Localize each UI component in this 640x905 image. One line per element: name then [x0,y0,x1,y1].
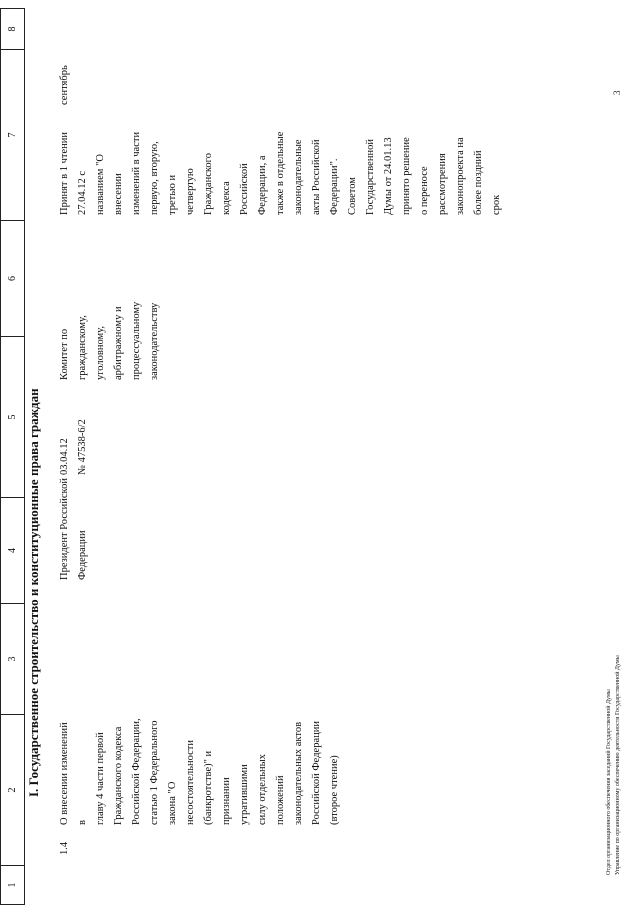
header-cell-2: 2 [1,715,25,866]
header-cell-1: 1 [1,866,25,905]
footer-department: Отдел организационного обеспечения заседаний Государственной Думы [606,689,612,875]
header-cell-3: 3 [1,604,25,715]
header-cell-7: 7 [1,50,25,221]
row-number: 1.4 [59,841,70,855]
table-header-row [0,8,25,905]
header-cell-5: 5 [1,337,25,498]
footer-directorate: Управление по организационному обеспечению деятельности Государственной Думы [615,655,621,875]
bill-status: Принят в 1 чтении 27.04.12 с названием "О внесении изменений в части первую, вторую, третью и четвертую Гражданского кодекса Российской Федерации, а также в отдельные законодательные акты Российской Федерации". Советом Государственной Думы от 24.01.13 принято решение о переносе рассмотрения законопроекта на более поздний срок [59,131,502,215]
section-title: I. Государственное строительство и конституционные права граждан [26,388,41,797]
responsible-committee: Комитет по гражданскому, уголовному, арбитражному и процессуальному законодательству [59,301,160,380]
date-and-number: 03.04.12 № 47538-6/2 [59,419,88,475]
page-number: 3 [612,90,622,95]
header-cell-8: 8 [1,9,25,50]
header-cell-4: 4 [1,498,25,604]
planned-month: сентябрь [59,65,70,105]
bill-title: О внесении изменений в главу 4 части первой Гражданского кодекса Российской Федерации, статью 1 Федерального закона "О несостоятельности (банкротстве)" и признании утратившими силу отдельных положений законодательных актов Российской Федерации (второе чтение) [59,718,340,825]
header-cell-6: 6 [1,221,25,337]
initiator: Президент Российской Федерации [59,478,88,580]
